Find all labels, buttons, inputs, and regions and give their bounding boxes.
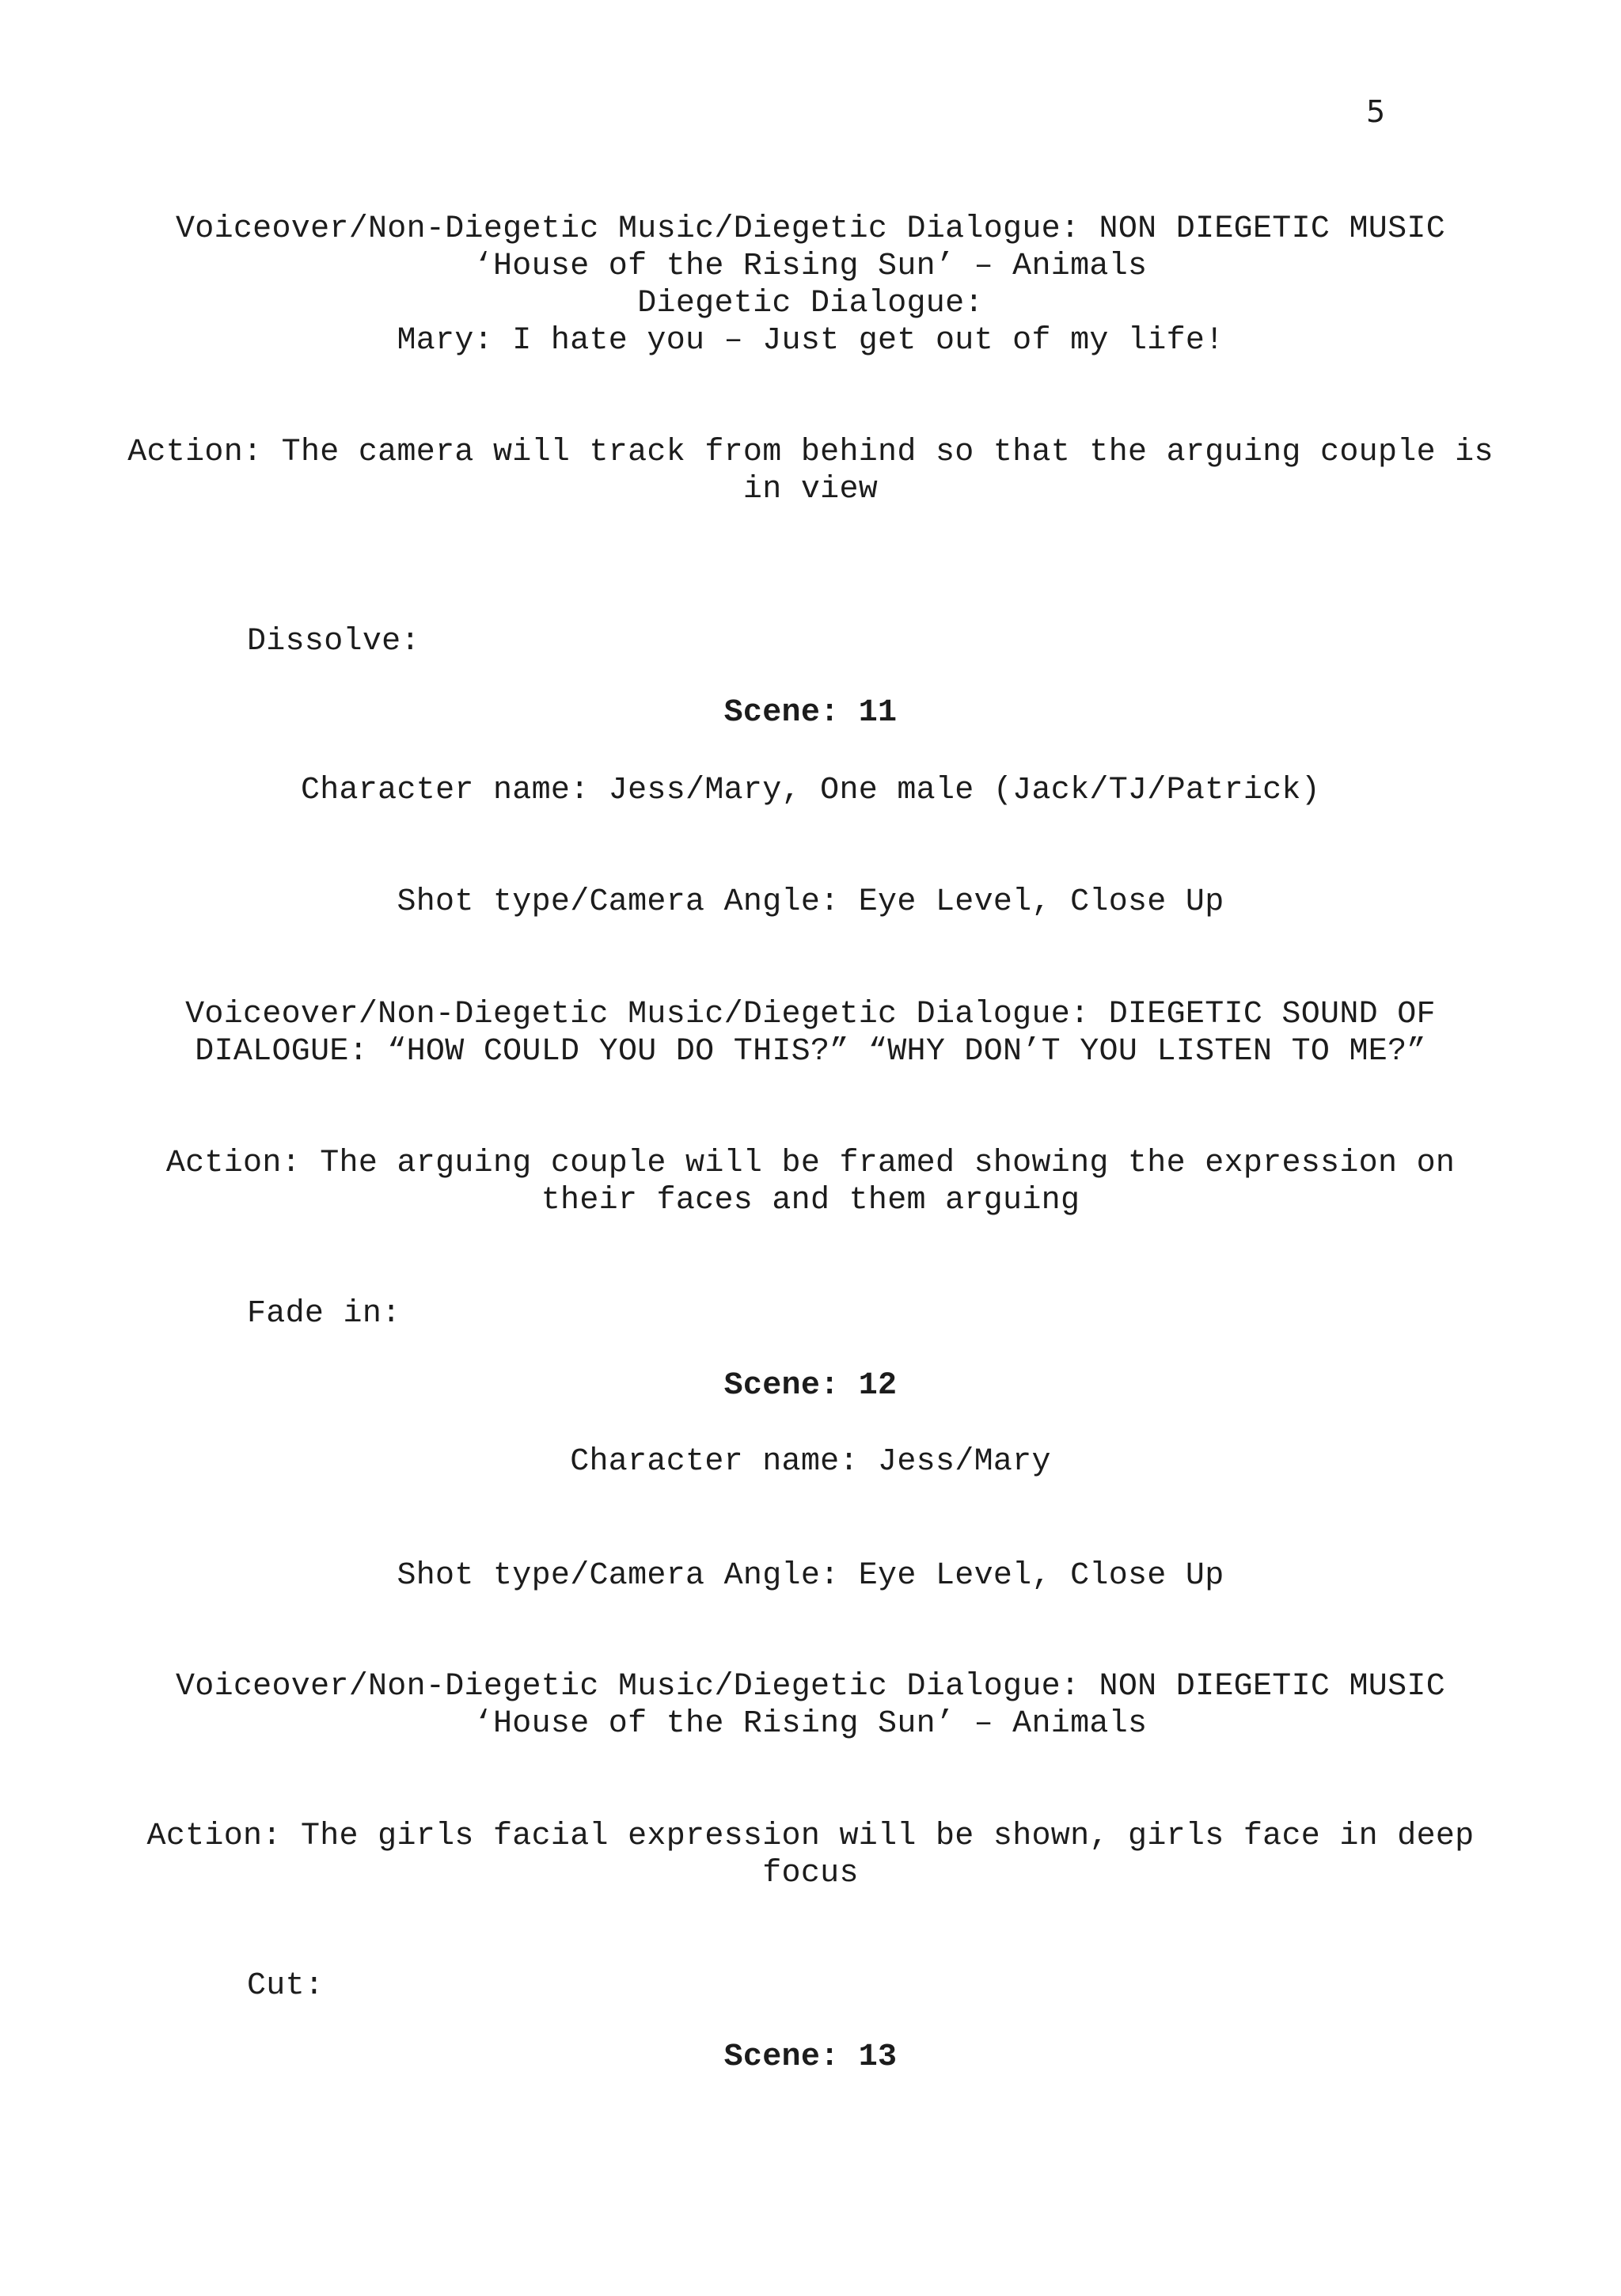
dialogue-line: Mary: I hate you – Just get out of my life!	[397, 323, 1224, 359]
scene-heading: Scene: 11	[723, 695, 898, 731]
transition-label: Fade in:	[247, 1296, 401, 1332]
action-line: Action: The girls facial expression will be shown, girls face in deep	[146, 1819, 1475, 1854]
action-line: Action: The arguing couple will be framed showing the expression on	[165, 1146, 1456, 1181]
transition-label: Dissolve:	[247, 624, 420, 660]
voiceover-line: Voiceover/Non-Diegetic Music/Diegetic Dialogue: NON DIEGETIC MUSIC	[175, 211, 1446, 247]
shot-line: Shot type/Camera Angle: Eye Level, Close Up	[397, 884, 1224, 920]
action-line: in view	[742, 472, 879, 507]
voiceover-line: Diegetic Dialogue:	[637, 286, 984, 321]
action-line: Action: The camera will track from behind so that the arguing couple is	[127, 435, 1494, 470]
voiceover-line: DIALOGUE: “HOW COULD YOU DO THIS?” “WHY DON’T YOU LISTEN TO ME?”	[195, 1034, 1426, 1070]
transition-label: Cut:	[247, 1968, 325, 2004]
action-line: their faces and them arguing	[541, 1183, 1080, 1218]
voiceover-line: Voiceover/Non-Diegetic Music/Diegetic Dialogue: NON DIEGETIC MUSIC	[175, 1669, 1446, 1705]
voiceover-line: Voiceover/Non-Diegetic Music/Diegetic Dialogue: DIEGETIC SOUND OF	[185, 997, 1436, 1032]
shot-line: Shot type/Camera Angle: Eye Level, Close Up	[397, 1558, 1224, 1594]
page-number: 5	[1366, 94, 1386, 129]
scene-heading: Scene: 12	[723, 1368, 898, 1404]
action-line: focus	[762, 1856, 859, 1891]
scene-heading: Scene: 13	[723, 2039, 898, 2075]
voiceover-line: ‘House of the Rising Sun’ – Animals	[473, 1706, 1148, 1742]
voiceover-line: ‘House of the Rising Sun’ – Animals	[473, 249, 1148, 284]
character-line: Character name: Jess/Mary	[570, 1444, 1051, 1480]
character-line: Character name: Jess/Mary, One male (Jack/TJ/Patrick)	[300, 773, 1321, 808]
